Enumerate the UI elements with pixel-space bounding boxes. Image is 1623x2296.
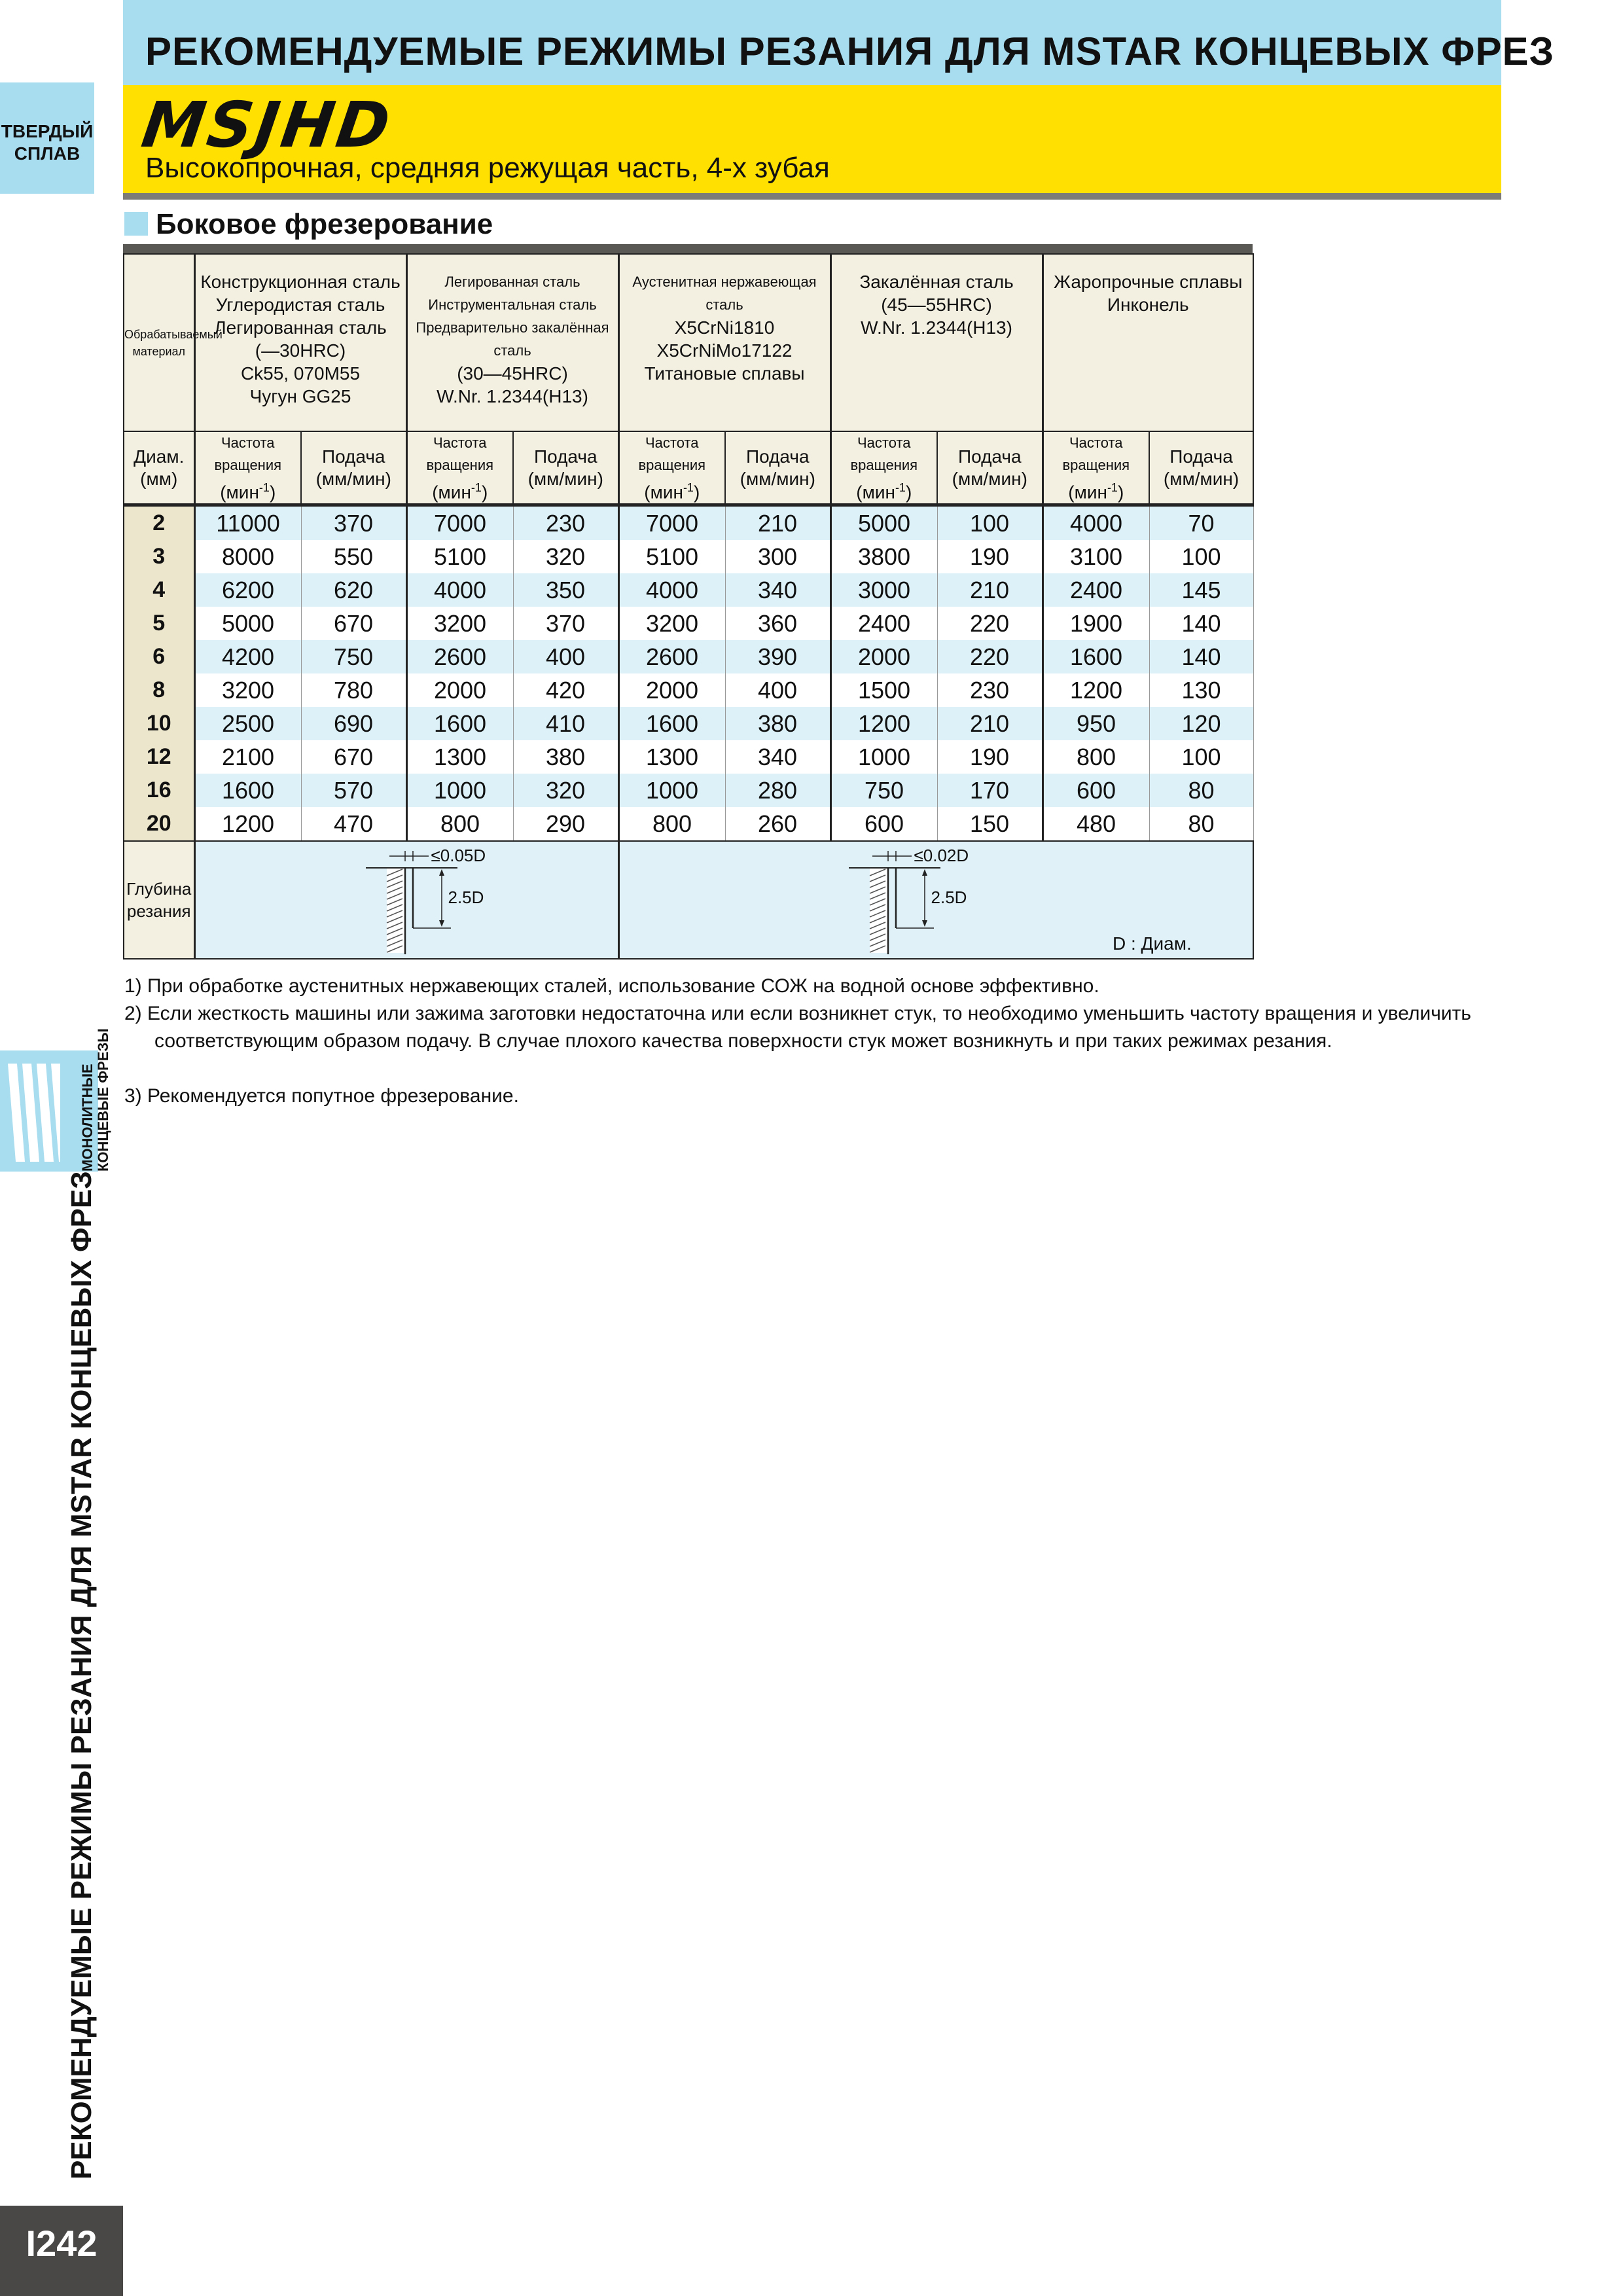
speed-header [1043,431,1149,505]
speed-cell: 5100 [618,540,725,573]
speed-unit-base: (мин [856,482,895,503]
speed-cell: 1600 [1043,640,1149,673]
speed-unit-close: ) [693,482,700,503]
page-number: I242 [26,2223,98,2264]
speed-cell: 3200 [194,673,301,707]
category-tab-line2: СПЛАВ [14,143,80,164]
cutting-conditions-table [123,253,1254,960]
speed-cell: 4000 [618,573,725,607]
feed-cell: 220 [937,607,1043,640]
feed-cell: 410 [513,707,618,740]
speed-header-unit [832,476,937,503]
material-line: Жаропрочные сплавы [1054,272,1243,292]
feed-cell: 210 [937,573,1043,607]
feed-cell: 350 [513,573,618,607]
feed-cell: 380 [725,707,830,740]
product-subtitle: Высокопрочная, средняя режущая часть, 4-х зубая [145,152,830,184]
solid-endmill-label-line1: МОНОЛИТНЫЕ [79,1064,96,1172]
axial-depth-label: 2.5D [448,888,484,908]
feed-cell: 470 [301,807,406,841]
speed-cell: 950 [1043,707,1149,740]
material-line: (30—45HRC) [457,363,568,384]
feed-cell: 230 [513,505,618,541]
note-1: 1) При обработке аустенитных нержавеющих сталей, использование СОЖ на водной основе эффективно. [124,975,1099,997]
table-row [124,607,1253,640]
feed-cell: 80 [1149,807,1253,841]
feed-cell: 210 [725,505,830,541]
feed-cell: 290 [513,807,618,841]
feed-cell: 130 [1149,673,1253,707]
speed-cell: 600 [830,807,937,841]
speed-unit-base: (мин [644,482,683,503]
feed-header-unit: (мм/мин) [740,468,815,489]
speed-header [406,431,513,505]
diameter-cell: 20 [124,807,194,841]
feed-cell: 670 [301,607,406,640]
speed-cell: 1300 [618,740,725,774]
speed-cell: 3000 [830,573,937,607]
feed-header [1149,431,1253,505]
feed-header-label: Подача [745,446,810,467]
feed-cell: 260 [725,807,830,841]
feed-cell: 100 [937,505,1043,541]
speed-cell: 1000 [406,774,513,807]
speed-unit-close: ) [905,482,912,503]
material-line: Закалённая сталь [859,272,1014,292]
speed-header-label: Частота вращения [214,435,282,473]
material-line: (45—55HRC) [881,295,992,315]
material-line: (—30HRC) [255,340,346,361]
speed-cell: 3200 [618,607,725,640]
speed-unit-base: (мин [220,482,259,503]
feed-cell: 370 [513,607,618,640]
header-divider [123,193,1501,200]
material-line: Инконель [1107,295,1189,315]
speed-header-label: Частота вращения [850,435,918,473]
speed-unit-exponent: -1 [895,481,906,494]
speed-cell: 800 [406,807,513,841]
feed-header-label: Подача [1169,446,1233,467]
speed-cell: 7000 [618,505,725,541]
speed-cell: 2600 [618,640,725,673]
material-line: Предварительно закалённая сталь [416,319,609,359]
cutting-depth-diagram-cell [194,841,618,959]
material-line: Чугун GG25 [249,386,351,406]
radial-depth-label: ≤0.05D [431,846,486,866]
feed-cell: 320 [513,774,618,807]
feed-cell: 380 [513,740,618,774]
speed-cell: 2100 [194,740,301,774]
feed-cell: 100 [1149,540,1253,573]
speed-unit-exponent: -1 [259,481,270,494]
speed-cell: 5000 [194,607,301,640]
speed-cell: 1500 [830,673,937,707]
diameter-header-unit: (мм) [140,468,178,489]
speed-cell: 1200 [1043,673,1149,707]
cutting-depth-icon [196,842,618,958]
diameter-cell: 3 [124,540,194,573]
speed-cell: 2400 [830,607,937,640]
feed-header-label: Подача [533,446,597,467]
feed-cell: 750 [301,640,406,673]
material-line: Титановые сплавы [644,363,805,384]
feed-cell: 390 [725,640,830,673]
speed-cell: 600 [1043,774,1149,807]
speed-cell: 1600 [618,707,725,740]
parameter-header-row [124,431,1253,505]
speed-cell: 7000 [406,505,513,541]
feed-cell: 780 [301,673,406,707]
speed-cell: 3200 [406,607,513,640]
feed-cell: 400 [513,640,618,673]
product-logo: MSJHD [137,88,397,162]
material-header-row [124,254,1253,431]
solid-endmill-label-line2: КОНЦЕВЫЕ ФРЕЗЫ [95,1028,111,1172]
material-line: Ck55, 070M55 [240,363,361,384]
speed-cell: 2600 [406,640,513,673]
speed-unit-base: (мин [432,482,471,503]
speed-header [618,431,725,505]
material-header-2 [406,254,618,431]
speed-cell: 1600 [194,774,301,807]
diameter-cell: 5 [124,607,194,640]
section-title: Боковое фрезерование [156,208,493,240]
diameter-header [124,431,194,505]
cutting-depth-label [124,841,194,959]
diameter-cell: 8 [124,673,194,707]
speed-header [830,431,937,505]
feed-cell: 170 [937,774,1043,807]
page-title: РЕКОМЕНДУЕМЫЕ РЕЖИМЫ РЕЗАНИЯ ДЛЯ MSTAR КОНЦЕВЫХ ФРЕЗ [145,29,1555,73]
speed-header-unit [408,476,513,503]
speed-header-label: Частота вращения [426,435,494,473]
solid-endmill-label [80,1028,111,1172]
feed-cell: 570 [301,774,406,807]
speed-cell: 750 [830,774,937,807]
feed-header [725,431,830,505]
material-line: Конструкционная сталь [200,272,401,292]
material-line: W.Nr. 1.2344(H13) [437,386,588,406]
feed-header-unit: (мм/мин) [952,468,1027,489]
feed-cell: 190 [937,540,1043,573]
speed-header [194,431,301,505]
speed-cell: 800 [1043,740,1149,774]
material-line: X5CrNi1810 [674,317,775,338]
speed-cell: 800 [618,807,725,841]
feed-cell: 280 [725,774,830,807]
speed-unit-close: ) [269,482,276,503]
feed-cell: 140 [1149,640,1253,673]
feed-cell: 300 [725,540,830,573]
material-line: Углеродистая сталь [215,295,385,315]
feed-cell: 80 [1149,774,1253,807]
speed-cell: 2400 [1043,573,1149,607]
feed-cell: 340 [725,740,830,774]
speed-cell: 480 [1043,807,1149,841]
table-row [124,740,1253,774]
feed-cell: 230 [937,673,1043,707]
diameter-cell: 12 [124,740,194,774]
diameter-cell: 4 [124,573,194,607]
table-row [124,573,1253,607]
feed-cell: 690 [301,707,406,740]
material-corner-label: Обрабатываемый материал [124,327,223,358]
speed-cell: 2000 [618,673,725,707]
feed-header [513,431,618,505]
feed-cell: 320 [513,540,618,573]
feed-header-unit: (мм/мин) [527,468,603,489]
material-line: Инструментальная сталь [428,296,597,313]
feed-cell: 370 [301,505,406,541]
material-header-3 [618,254,830,431]
speed-cell: 5000 [830,505,937,541]
feed-cell: 190 [937,740,1043,774]
feed-cell: 210 [937,707,1043,740]
material-header-1 [194,254,406,431]
speed-cell: 3100 [1043,540,1149,573]
table-row [124,505,1253,541]
material-corner-cell [124,254,223,431]
feed-header-unit: (мм/мин) [315,468,391,489]
speed-cell: 1000 [618,774,725,807]
diameter-cell: 2 [124,505,194,541]
table-row [124,707,1253,740]
speed-unit-exponent: -1 [1107,481,1118,494]
speed-header-unit [620,476,725,503]
speed-cell: 11000 [194,505,301,541]
feed-cell: 340 [725,573,830,607]
diameter-cell: 16 [124,774,194,807]
speed-header-unit [196,476,301,503]
speed-cell: 8000 [194,540,301,573]
cutting-depth-diagram [196,842,618,958]
feed-cell: 620 [301,573,406,607]
table-row [124,540,1253,573]
speed-unit-close: ) [1117,482,1124,503]
speed-cell: 2500 [194,707,301,740]
speed-cell: 2000 [830,640,937,673]
feed-cell: 670 [301,740,406,774]
speed-cell: 1900 [1043,607,1149,640]
speed-unit-close: ) [481,482,488,503]
speed-unit-exponent: -1 [471,481,482,494]
feed-cell: 70 [1149,505,1253,541]
feed-header-label: Подача [957,446,1022,467]
speed-cell: 2000 [406,673,513,707]
speed-cell: 4200 [194,640,301,673]
feed-cell: 120 [1149,707,1253,740]
table-row [124,673,1253,707]
feed-cell: 100 [1149,740,1253,774]
cutting-depth-row [124,841,1253,959]
diameter-cell: 10 [124,707,194,740]
vertical-section-title: РЕКОМЕНДУЕМЫЕ РЕЖИМЫ РЕЗАНИЯ ДЛЯ MSTAR КОНЦЕВЫХ ФРЕЗ [65,1171,98,2179]
feed-header-unit: (мм/мин) [1163,468,1240,489]
speed-header-label: Частота вращения [1062,435,1130,473]
category-tab-line1: ТВЕРДЫЙ [1,121,94,141]
axial-depth-label: 2.5D [931,888,967,908]
speed-cell: 1300 [406,740,513,774]
feed-cell: 400 [725,673,830,707]
feed-cell: 550 [301,540,406,573]
table-top-bar [123,244,1253,253]
feed-cell: 220 [937,640,1043,673]
feed-cell: 360 [725,607,830,640]
feed-header [937,431,1043,505]
speed-unit-base: (мин [1068,482,1107,503]
material-line: W.Nr. 1.2344(H13) [861,317,1012,338]
radial-depth-label: ≤0.02D [914,846,969,866]
speed-cell: 5100 [406,540,513,573]
speed-cell: 1200 [194,807,301,841]
category-tab-carbide[interactable] [0,82,94,194]
diameter-header-label: Диам. [134,446,185,467]
material-line: Аустенитная нержавеющая сталь [632,274,817,313]
speed-cell: 6200 [194,573,301,607]
speed-unit-exponent: -1 [683,481,694,494]
material-line: Легированная сталь [444,274,580,290]
feed-cell: 145 [1149,573,1253,607]
diameter-note: D : Диам. [1113,933,1192,954]
endmill-icon [8,1064,60,1162]
speed-cell: 1000 [830,740,937,774]
cutting-depth-label-line2: резания [126,901,191,922]
material-header-5 [1043,254,1253,431]
feed-cell: 140 [1149,607,1253,640]
feed-cell: 150 [937,807,1043,841]
speed-cell: 1200 [830,707,937,740]
material-header-4 [830,254,1043,431]
feed-header [301,431,406,505]
speed-cell: 3800 [830,540,937,573]
table-row [124,774,1253,807]
feed-header-label: Подача [321,446,385,467]
table-row [124,807,1253,841]
speed-cell: 4000 [406,573,513,607]
cutting-depth-label-line1: Глубина [126,879,192,899]
note-2: 2) Если жесткость машины или зажима заготовки недостаточна или если возникнет стук, то необходимо уменьшить частоту вращения и увеличить соответствующим образом подачу. В случае плохого качества поверхности стук может возникнуть и при таких режимах резания. [124,1003,1471,1052]
note-3: 3) Рекомендуется попутное фрезерование. [124,1085,519,1107]
speed-cell: 4000 [1043,505,1149,541]
speed-header-label: Частота вращения [638,435,706,473]
table-row [124,640,1253,673]
material-line: Легированная сталь [214,317,387,338]
feed-cell: 420 [513,673,618,707]
speed-header-unit [1044,476,1149,503]
material-line: X5CrNiMo17122 [656,340,793,361]
section-bullet-icon [124,212,148,236]
diameter-cell: 6 [124,640,194,673]
speed-cell: 1600 [406,707,513,740]
